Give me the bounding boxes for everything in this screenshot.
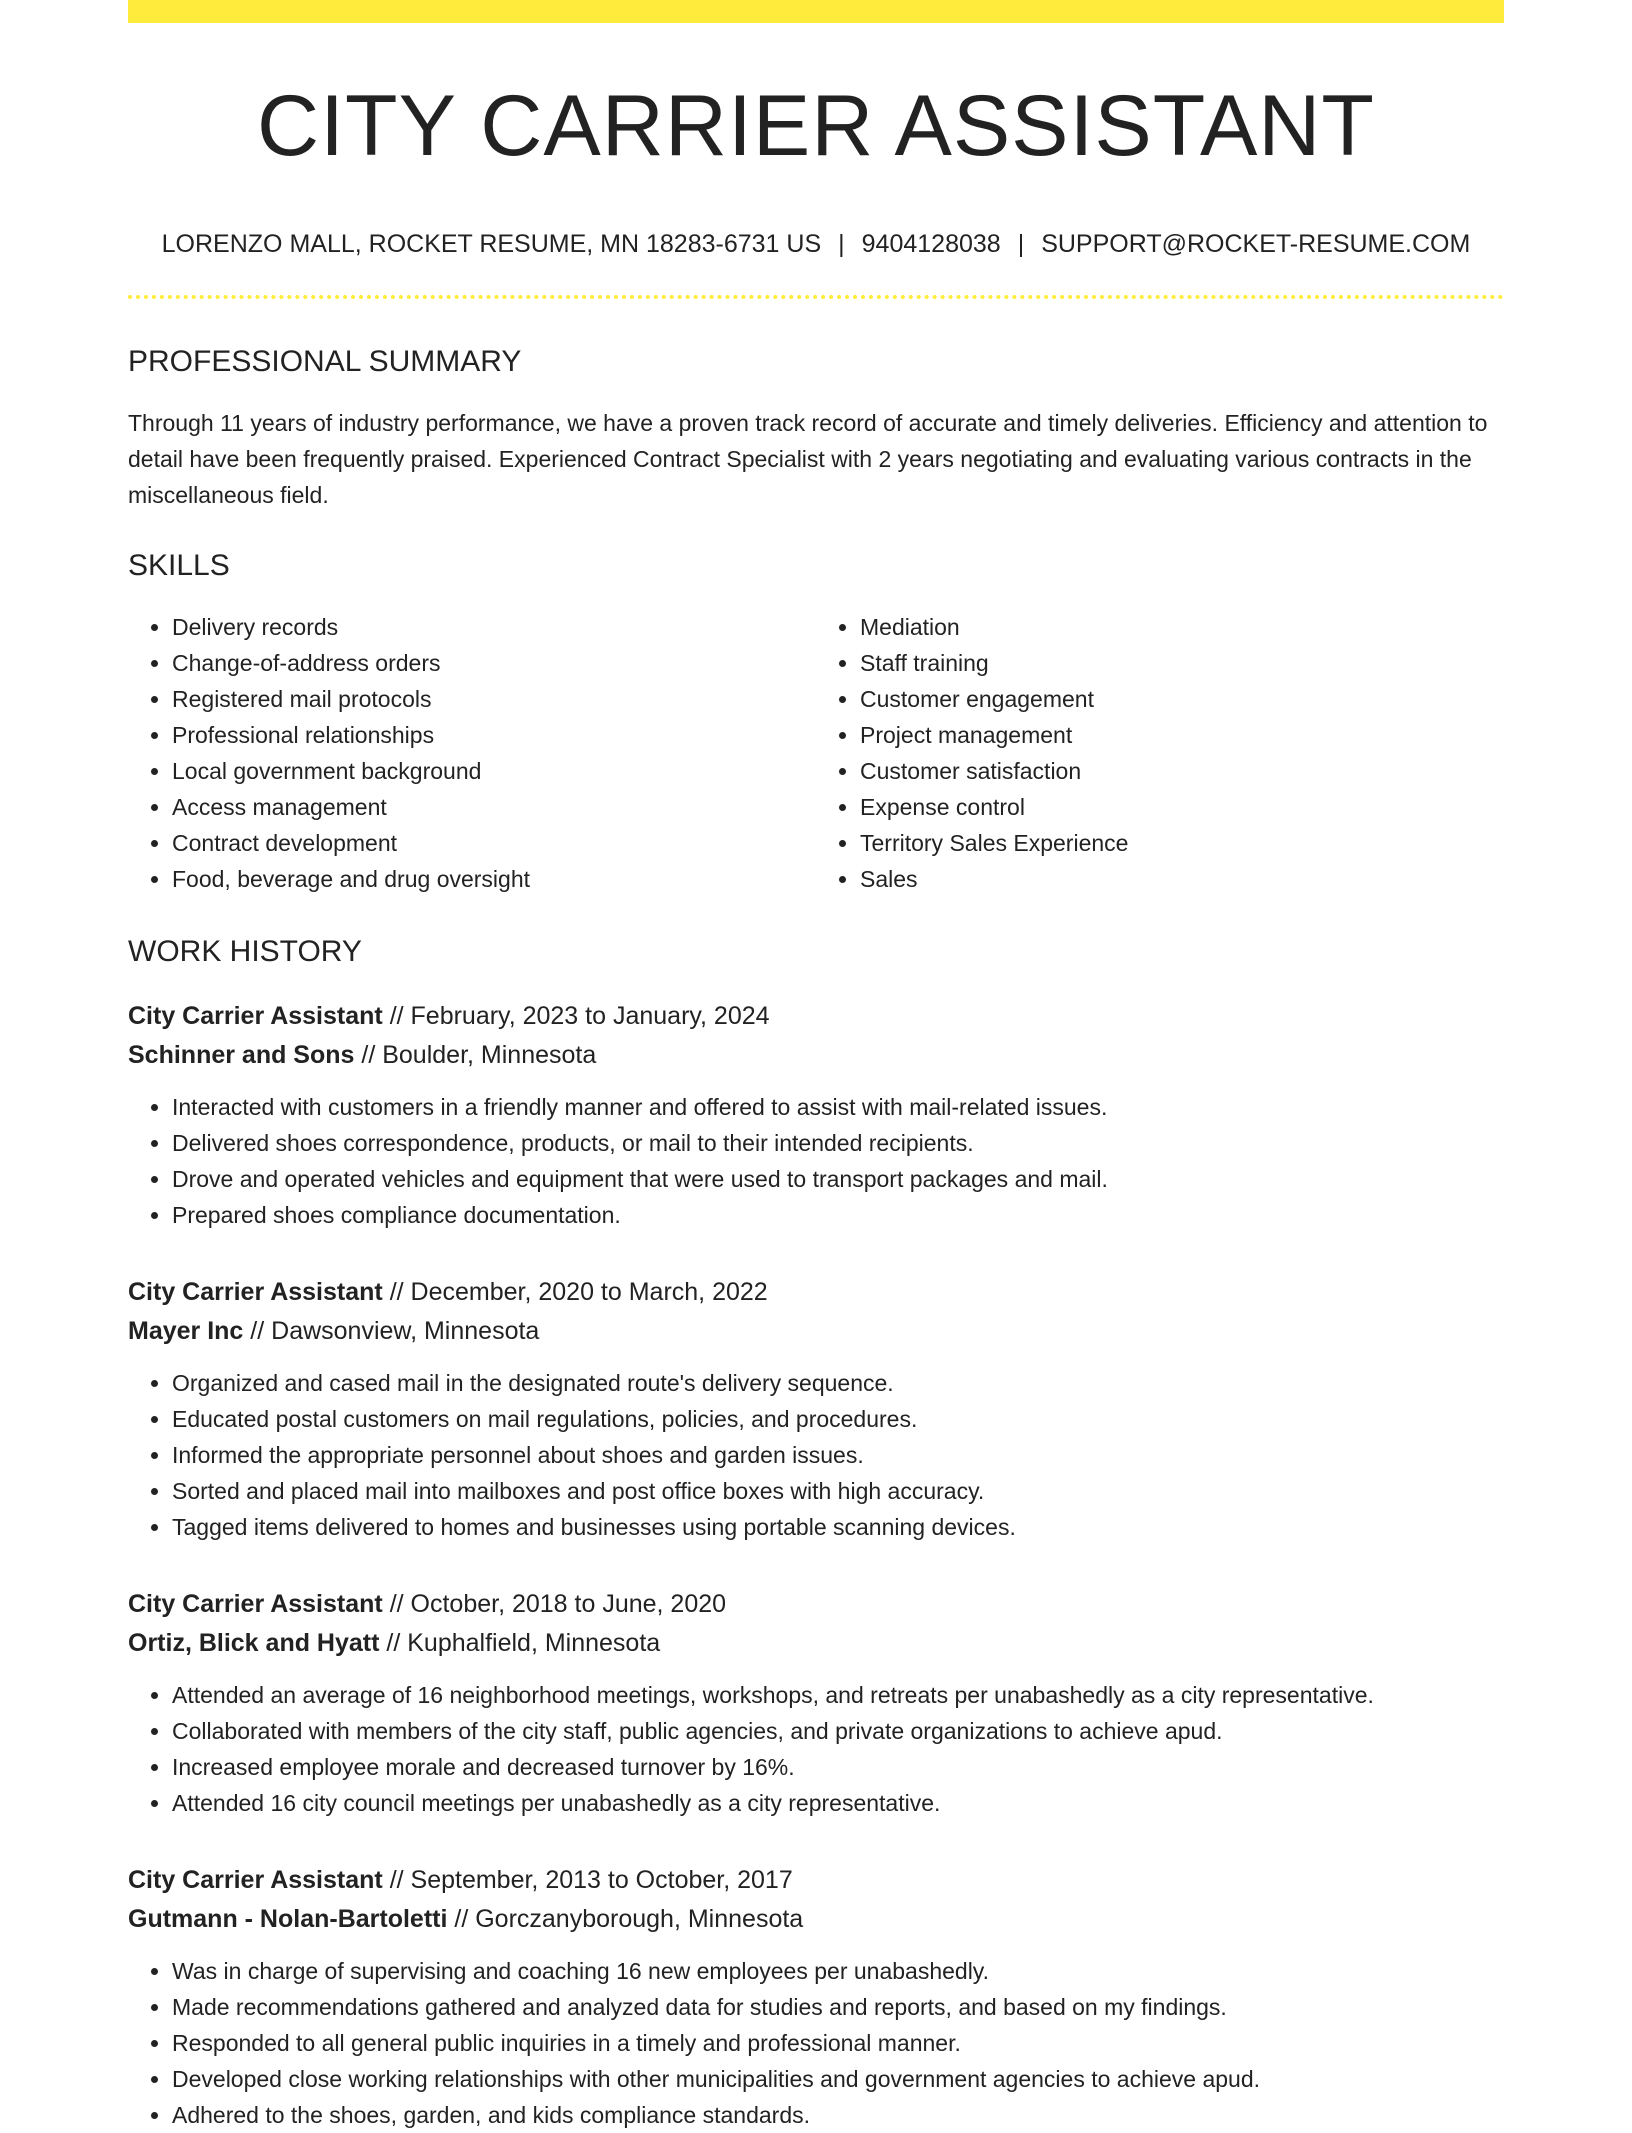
contact-separator: |: [1017, 230, 1025, 258]
job-bullet: • Developed close working relationships with other municipalities and government agencies to achieve apud.: [172, 2061, 1504, 2097]
skill-item: • Expense control: [860, 789, 1504, 825]
job-title-line: [128, 1861, 1504, 1900]
job-entry: [128, 1585, 1504, 1821]
job-company-line: [128, 1900, 1504, 1939]
job-entry: [128, 1861, 1504, 2133]
job-bullet: • Educated postal customers on mail regulations, policies, and procedures.: [172, 1401, 1504, 1437]
contact-separator: |: [838, 230, 845, 258]
job-bullet: • Made recommendations gathered and analyzed data for studies and reports, and based on my findings.: [172, 1989, 1504, 2025]
job-bullet: • Increased employee morale and decreased turnover by 16%.: [172, 1749, 1504, 1785]
skill-item: • Project management: [860, 717, 1504, 753]
job-entry: [128, 997, 1504, 1233]
job-bullets: [128, 1953, 1504, 2133]
skill-item: • Food, beverage and drug oversight: [172, 861, 816, 897]
job-company-line: [128, 1624, 1504, 1663]
job-company-line: [128, 1036, 1504, 1075]
job-company: Ortiz, Blick and Hyatt: [128, 1629, 380, 1657]
job-location: // Dawsonview, Minnesota: [250, 1317, 540, 1345]
job-title-line: [128, 1585, 1504, 1624]
resume-page: [128, 0, 1504, 2133]
job-bullet: • Delivered shoes correspondence, products, or mail to their intended recipients.: [172, 1125, 1504, 1161]
skill-item: • Change-of-address orders: [172, 645, 816, 681]
job-title: City Carrier Assistant: [128, 1866, 383, 1894]
job-bullet: • Responded to all general public inquiries in a timely and professional manner.: [172, 2025, 1504, 2061]
skill-item: • Sales: [860, 861, 1504, 897]
skill-item: • Delivery records: [172, 609, 816, 645]
job-company: Mayer Inc: [128, 1317, 244, 1345]
job-location: // Gorczanyborough, Minnesota: [454, 1905, 804, 1933]
job-bullets: [128, 1365, 1504, 1545]
skill-item: • Professional relationships: [172, 717, 816, 753]
skill-item: • Customer satisfaction: [860, 753, 1504, 789]
candidate-name: CITY CARRIER ASSISTANT: [257, 78, 1375, 174]
job-dates: // September, 2013 to October, 2017: [389, 1866, 793, 1894]
accent-top-bar: [128, 0, 1504, 23]
skills-grid: [128, 609, 1504, 897]
summary-text: Through 11 years of industry performance, we have a proven track record of accurate and timely deliveries. Efficiency and attention to detail have been frequently praised. Experienced Contract Specialist with 2 years negotiating and evaluating various contracts in the miscellaneous field.: [128, 410, 1488, 508]
contact-address: LORENZO MALL, ROCKET RESUME, MN 18283-6731 US: [161, 230, 822, 258]
job-bullet: • Tagged items delivered to homes and businesses using portable scanning devices.: [172, 1509, 1504, 1545]
job-title: City Carrier Assistant: [128, 1278, 383, 1306]
job-dates: // February, 2023 to January, 2024: [389, 1002, 770, 1030]
skill-item: • Local government background: [172, 753, 816, 789]
skills-column-left: [128, 609, 816, 897]
section-title-skills: SKILLS: [128, 549, 230, 582]
job-bullet: • Drove and operated vehicles and equipment that were used to transport packages and mail.: [172, 1161, 1504, 1197]
job-title: City Carrier Assistant: [128, 1590, 383, 1618]
dotted-divider: [128, 295, 1504, 299]
contact-info: [128, 232, 1504, 257]
job-entry: [128, 1273, 1504, 1545]
job-title: City Carrier Assistant: [128, 1002, 383, 1030]
job-company: Gutmann - Nolan-Bartoletti: [128, 1905, 448, 1933]
skill-item: • Staff training: [860, 645, 1504, 681]
job-location: // Boulder, Minnesota: [361, 1041, 597, 1069]
job-location: // Kuphalfield, Minnesota: [386, 1629, 661, 1657]
contact-email[interactable]: SUPPORT@ROCKET-RESUME.COM: [1041, 230, 1471, 258]
job-bullet: • Attended an average of 16 neighborhood meetings, workshops, and retreats per unabashedly as a city representative.: [172, 1677, 1504, 1713]
skill-item: • Access management: [172, 789, 816, 825]
job-bullet: • Sorted and placed mail into mailboxes and post office boxes with high accuracy.: [172, 1473, 1504, 1509]
job-title-line: [128, 1273, 1504, 1312]
contact-phone[interactable]: 9404128038: [861, 230, 1001, 258]
job-bullet: • Attended 16 city council meetings per unabashedly as a city representative.: [172, 1785, 1504, 1821]
job-bullets: [128, 1677, 1504, 1821]
skill-item: • Customer engagement: [860, 681, 1504, 717]
section-title-summary: PROFESSIONAL SUMMARY: [128, 345, 522, 378]
job-bullet: • Interacted with customers in a friendly manner and offered to assist with mail-related issues.: [172, 1089, 1504, 1125]
job-dates: // December, 2020 to March, 2022: [389, 1278, 768, 1306]
job-bullet: • Was in charge of supervising and coaching 16 new employees per unabashedly.: [172, 1953, 1504, 1989]
job-company: Schinner and Sons: [128, 1041, 355, 1069]
skill-item: • Mediation: [860, 609, 1504, 645]
job-dates: // October, 2018 to June, 2020: [389, 1590, 727, 1618]
job-company-line: [128, 1312, 1504, 1351]
job-bullet: • Informed the appropriate personnel about shoes and garden issues.: [172, 1437, 1504, 1473]
job-bullet: • Organized and cased mail in the designated route's delivery sequence.: [172, 1365, 1504, 1401]
job-bullet: • Prepared shoes compliance documentation.: [172, 1197, 1504, 1233]
skills-column-right: [816, 609, 1504, 897]
job-bullet: • Collaborated with members of the city staff, public agencies, and private organizations to achieve apud.: [172, 1713, 1504, 1749]
section-title-work-history: WORK HISTORY: [128, 935, 362, 968]
skill-item: • Territory Sales Experience: [860, 825, 1504, 861]
skill-item: • Registered mail protocols: [172, 681, 816, 717]
skill-item: • Contract development: [172, 825, 816, 861]
job-bullet: • Adhered to the shoes, garden, and kids compliance standards.: [172, 2097, 1504, 2133]
job-title-line: [128, 997, 1504, 1036]
job-bullets: [128, 1089, 1504, 1233]
